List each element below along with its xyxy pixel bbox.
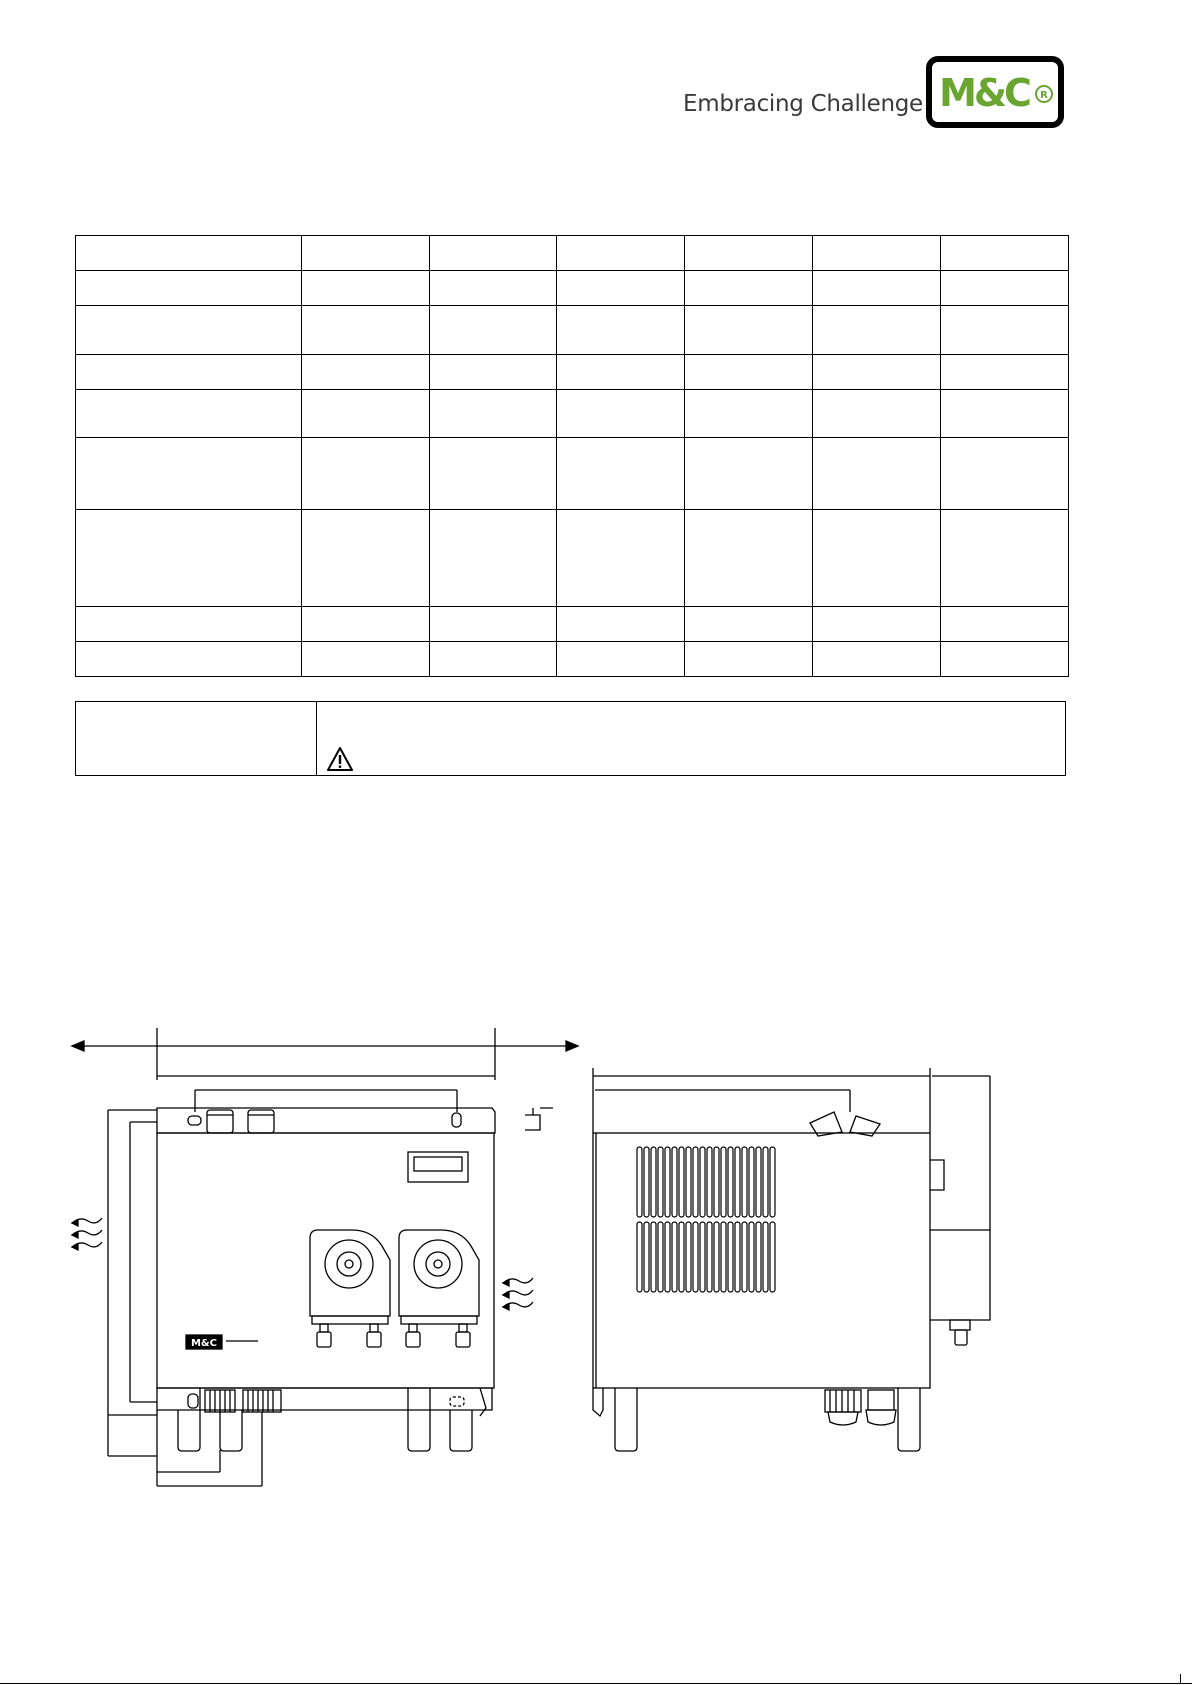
warning-triangle-icon — [326, 746, 354, 772]
table-row — [76, 438, 1069, 510]
table-row — [76, 306, 1069, 355]
table-row — [76, 271, 1069, 306]
note-box — [75, 701, 1066, 776]
dimension-drawing — [0, 1020, 1192, 1500]
svg-text:R: R — [1040, 90, 1048, 101]
table-row — [76, 607, 1069, 642]
table-row — [76, 355, 1069, 390]
table-row — [76, 390, 1069, 438]
table-row — [76, 510, 1069, 607]
svg-text:M&C: M&C — [939, 71, 1029, 115]
front-view — [72, 1028, 578, 1486]
note-divider — [316, 702, 317, 775]
table-row — [76, 236, 1069, 271]
page-bottom-rule — [0, 1683, 1192, 1684]
company-logo — [926, 56, 1064, 128]
table-row — [76, 642, 1069, 677]
specification-table — [75, 235, 1069, 677]
page-bottom-tick — [1180, 1674, 1181, 1684]
header-slogan: Embracing Challenge — [683, 91, 923, 117]
side-view — [593, 1068, 990, 1451]
svg-text:M&C: M&C — [190, 1338, 218, 1349]
